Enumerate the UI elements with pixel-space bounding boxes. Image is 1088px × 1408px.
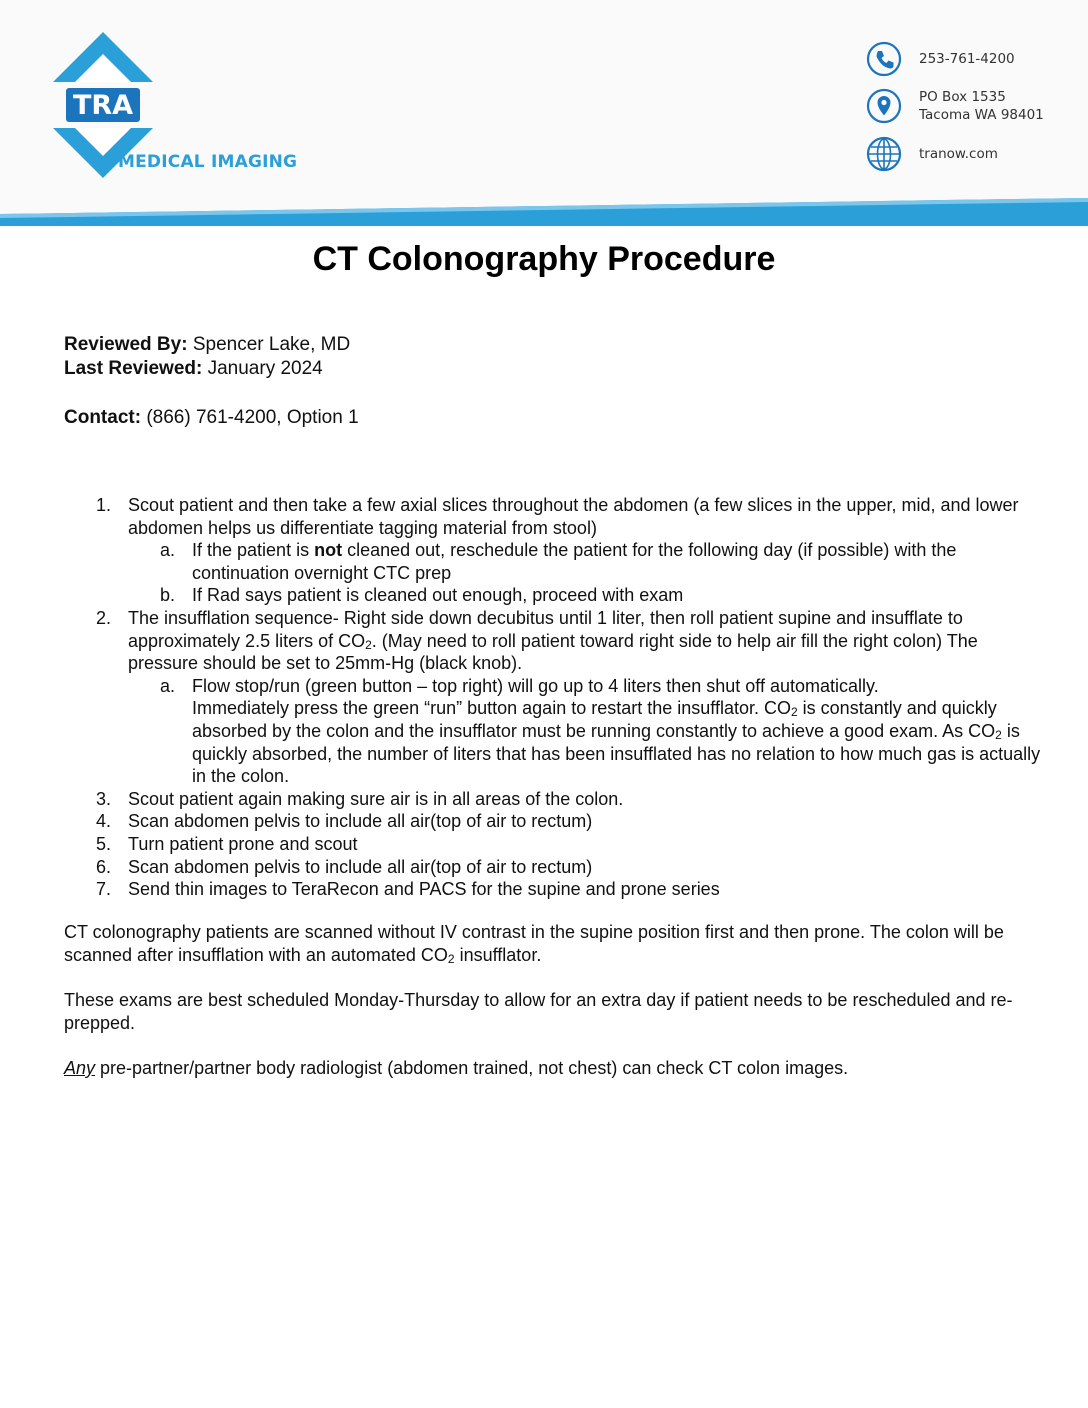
- phone-number: 253-761-4200: [919, 51, 1015, 67]
- procedure-steps: [64, 494, 1044, 901]
- header-divider: [0, 198, 1088, 226]
- reviewed-by-line: [64, 333, 350, 356]
- website[interactable]: tranow.com: [919, 146, 998, 162]
- paragraph-radiologist: Any pre-partner/partner body radiologist (abdomen trained, not chest) can check CT colon images.: [64, 1058, 849, 1078]
- list-item: 3. Scout patient again making sure air is in all areas of the colon.: [96, 788, 624, 809]
- list-item: 5. Turn patient prone and scout: [96, 833, 358, 854]
- contact-value: (866) 761-4200, Option 1: [146, 407, 359, 428]
- list-item: 7. Send thin images to TeraRecon and PACS for the supine and prone series: [96, 879, 720, 900]
- globe-icon: [866, 136, 902, 172]
- list-item: b. If Rad says patient is cleaned out enough, proceed with exam: [160, 585, 684, 606]
- list-item: 4. Scan abdomen pelvis to include all air(top of air to rectum): [96, 811, 593, 832]
- reviewed-by-label: Reviewed By:: [64, 334, 188, 355]
- page-title: CT Colonography Procedure: [312, 240, 776, 278]
- address-line-1: PO Box 1535: [919, 89, 1006, 105]
- emphasis-any: Any: [64, 1058, 96, 1078]
- contact-phone: [866, 41, 1015, 77]
- letterhead: [0, 0, 1088, 226]
- list-item: a. Flow stop/run (green button – top right) will go up to 4 liters then shut off automatically.: [160, 675, 879, 696]
- last-reviewed-line: [64, 357, 323, 380]
- list-item-continuation: Immediately press the green “run” button again to restart the insufflator. $CO_2$ is constantly and quickly absorbed by the colon and the insufflator must be running constantly to achieve a good exam. As $CO_2$ is quickly absorbed, the number of liters that has been insufflated has no relation to how much gas is actually in the colon.: [192, 698, 1041, 787]
- list-item: 1. Scout patient and then take a few axial slices throughout the abdomen (a few slices in the upper, mid, and lower abdomen helps us differentiate tagging material from stool): [96, 495, 1019, 538]
- contact-website: [866, 136, 998, 172]
- logo-subtitle: MEDICAL IMAGING: [118, 152, 298, 172]
- paragraph-scheduling: These exams are best scheduled Monday-Thursday to allow for an extra day if patient needs to be rescheduled and re-prepped.: [64, 990, 1013, 1033]
- contact-line: [64, 406, 359, 429]
- last-reviewed-value: January 2024: [207, 358, 323, 379]
- logo-text: TRA: [72, 90, 134, 121]
- list-item: 6. Scan abdomen pelvis to include all air(top of air to rectum): [96, 856, 593, 877]
- location-pin-icon: [866, 88, 902, 124]
- list-item: 2. The insufflation sequence- Right side down decubitus until 1 liter, then roll patient supine and insufflate to approximately 2.5 liters of $CO_2$. (May need to roll patient toward right side to help air fill the right colon) The pressure should be set to 25mm-Hg (black knob).: [96, 607, 978, 674]
- reviewed-by-value: Spencer Lake, MD: [192, 334, 351, 355]
- paragraph-scan-order: CT colonography patients are scanned without IV contrast in the supine position first and then prone. The colon will be scanned after insufflation with an automated $CO_2$ insufflator.: [64, 922, 1004, 966]
- address-line-2: Tacoma WA 98401: [919, 107, 1044, 123]
- phone-icon: [866, 41, 902, 77]
- contact-label: Contact:: [64, 407, 142, 428]
- contact-address: [866, 88, 1044, 124]
- last-reviewed-label: Last Reviewed:: [64, 358, 203, 379]
- list-item: a. If the patient is not cleaned out, reschedule the patient for the following day (if possible) with the continuation overnight CTC prep: [160, 540, 957, 583]
